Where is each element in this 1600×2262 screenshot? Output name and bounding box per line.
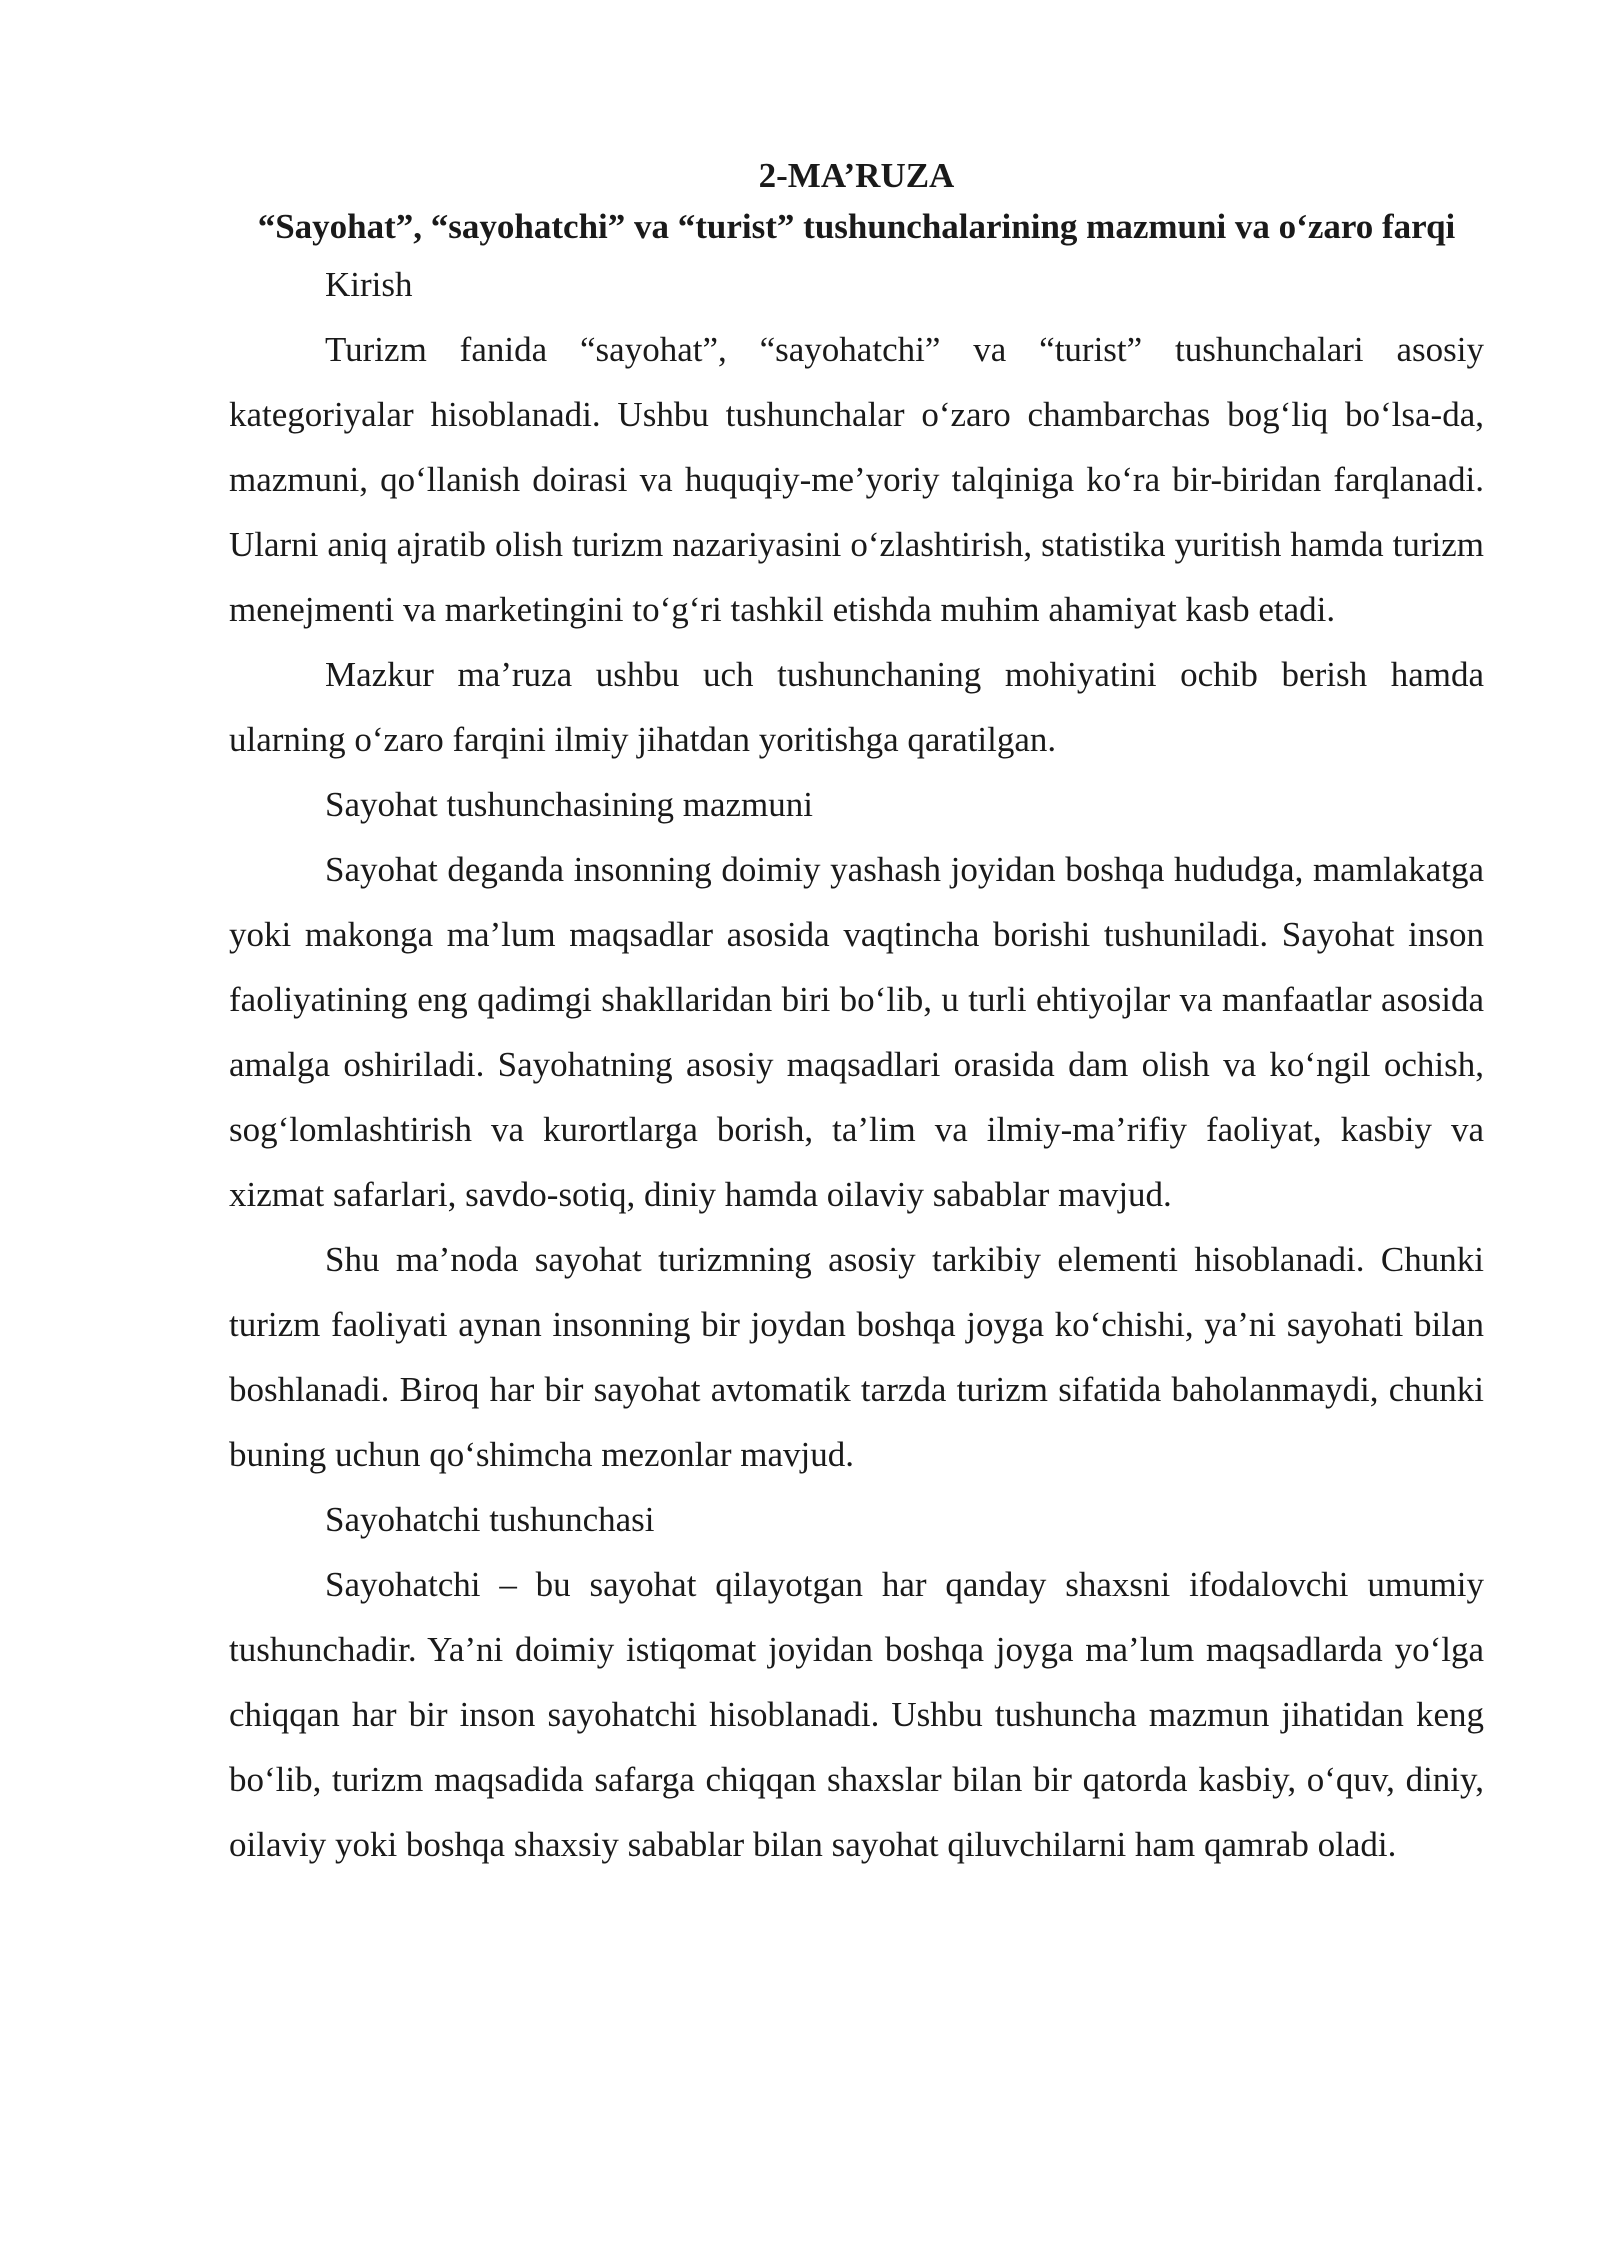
lecture-topic-title: “Sayohat”, “sayohatchi” va “turist” tushunchalarining mazmuni va o‘zaro farqi — [257, 207, 1456, 246]
paragraph: Turizm fanida “sayohat”, “sayohatchi” va “turist” tushunchalari asosiy kategoriyalar hisoblanadi. Ushbu tushunchalar o‘zaro chambarchas bog‘liq bo‘lsa-da, mazmuni, qo‘llanish doirasi va huquqiy-me’yoriy talqiniga ko‘ra bir-biridan farqlanadi. Ularni aniq ajratib olish turizm nazariyasini o‘zlashtirish, statistika yuritish hamda turizm menejmenti va marketingini to‘g‘ri tashkil etishda muhim ahamiyat kasb etadi. — [229, 330, 1484, 629]
section-heading-traveler-concept: Sayohatchi tushunchasi — [325, 1500, 655, 1539]
section-heading-introduction: Kirish — [325, 265, 413, 304]
lecture-number-title: 2-MA’RUZA — [758, 156, 955, 195]
document-page — [229, 150, 1484, 1877]
paragraph: Mazkur ma’ruza ushbu uch tushunchaning mohiyatini ochib berish hamda ularning o‘zaro farqini ilmiy jihatdan yoritishga qaratilgan. — [229, 655, 1484, 759]
paragraph: Sayohat deganda insonning doimiy yashash joyidan boshqa hududga, mamlakatga yoki makonga ma’lum maqsadlar asosida vaqtincha borishi tushuniladi. Sayohat inson faoliyatining eng qadimgi shakllaridan biri bo‘lib, u turli ehtiyojlar va manfaatlar asosida amalga oshiriladi. Sayohatning asosiy maqsadlari orasida dam olish va ko‘ngil ochish, sog‘lomlashtirish va kurortlarga borish, ta’lim va ilmiy-ma’rifiy faoliyat, kasbiy va xizmat safarlari, savdo-sotiq, diniy hamda oilaviy sabablar mavjud. — [229, 850, 1484, 1214]
paragraph: Shu ma’noda sayohat turizmning asosiy tarkibiy elementi hisoblanadi. Chunki turizm faoliyati aynan insonning bir joydan boshqa joyga ko‘chishi, ya’ni sayohati bilan boshlanadi. Biroq har bir sayohat avtomatik tarzda turizm sifatida baholanmaydi, chunki buning uchun qo‘shimcha mezonlar mavjud. — [229, 1240, 1484, 1474]
section-heading-travel-concept: Sayohat tushunchasining mazmuni — [325, 785, 813, 824]
paragraph: Sayohatchi – bu sayohat qilayotgan har qanday shaxsni ifodalovchi umumiy tushunchadir. Ya’ni doimiy istiqomat joyidan boshqa joyga ma’lum maqsadlarda yo‘lga chiqqan har bir inson sayohatchi hisoblanadi. Ushbu tushuncha mazmun jihatidan keng bo‘lib, turizm maqsadida safarga chiqqan shaxslar bilan bir qatorda kasbiy, o‘quv, diniy, oilaviy yoki boshqa shaxsiy sabablar bilan sayohat qiluvchilarni ham qamrab oladi. — [229, 1565, 1484, 1864]
